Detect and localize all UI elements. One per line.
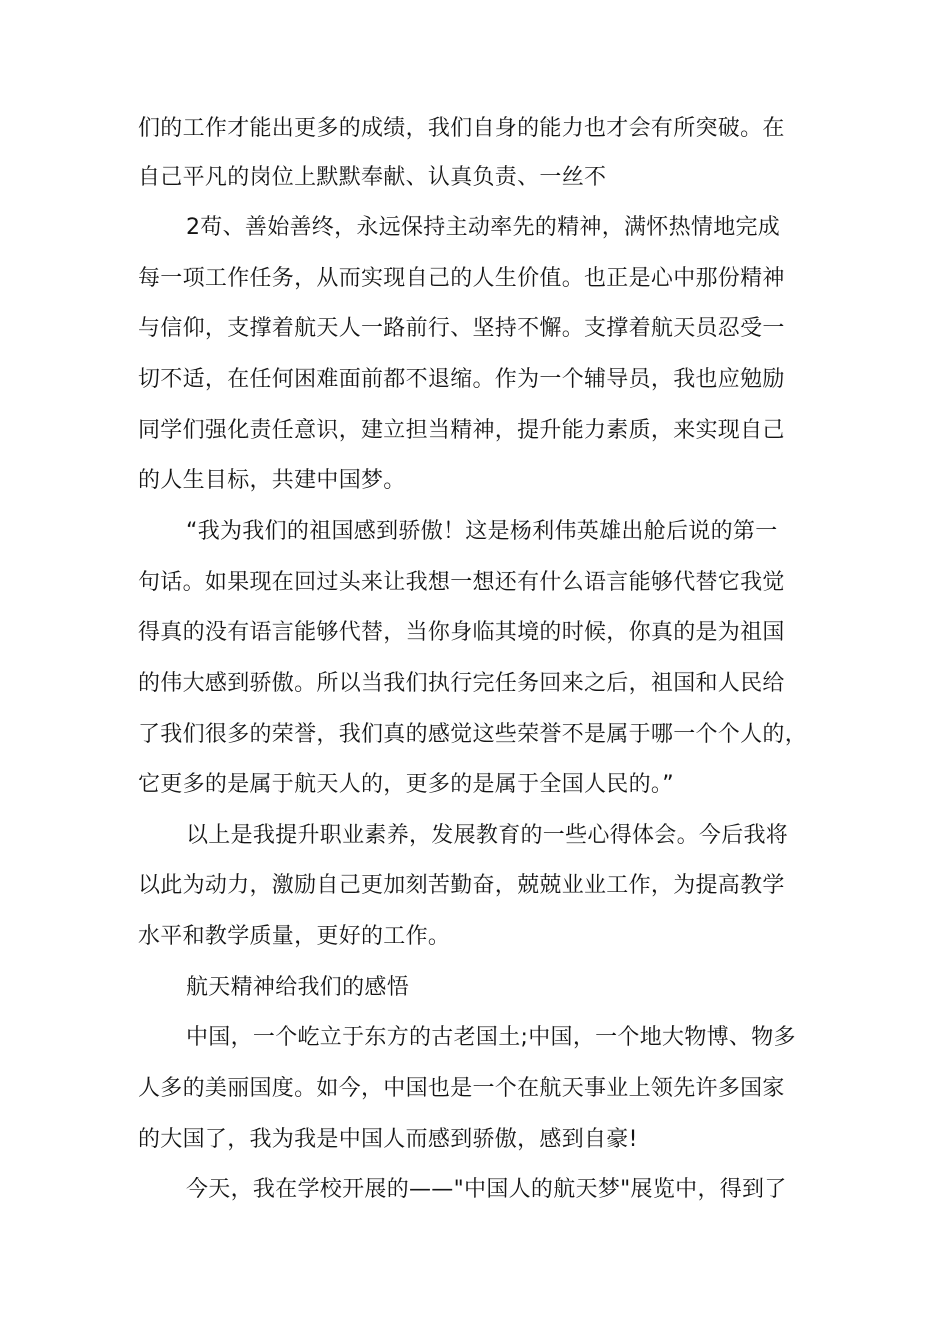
text-line: 得真的没有语言能够代替，当你身临其境的时候，你真的是为祖国 (138, 620, 785, 645)
text-line: 水平和教学质量，更好的工作。 (138, 924, 451, 949)
section-heading: 航天精神给我们的感悟 (186, 975, 410, 1000)
text-line: 2苟、善始善终，永远保持主动率先的精神，满怀热情地完成 (186, 215, 781, 240)
text-line: 的伟大感到骄傲。所以当我们执行完任务回来之后，祖国和人民给 (138, 671, 785, 696)
text-line: 的大国了，我为我是中国人而感到骄傲，感到自豪! (138, 1127, 638, 1152)
text-line: 以上是我提升职业素养，发展教育的一些心得体会。今后我将 (186, 823, 789, 848)
text-line: 切不适，在任何困难面前都不退缩。作为一个辅导员，我也应勉励 (138, 367, 785, 392)
text-line: 以此为动力，激励自己更加刻苦勤奋，兢兢业业工作，为提高教学 (138, 873, 785, 898)
text-line: 今天，我在学校开展的——"中国人的航天梦"展览中，得到了 (186, 1177, 787, 1202)
text-line: 同学们强化责任意识，建立担当精神，提升能力素质，来实现自己 (138, 418, 785, 443)
text-line: 每一项工作任务，从而实现自己的人生价值。也正是心中那份精神 (138, 266, 785, 291)
text-line: 与信仰，支撑着航天人一路前行、坚持不懈。支撑着航天员忍受一 (138, 316, 785, 341)
text-line: 它更多的是属于航天人的，更多的是属于全国人民的。” (138, 772, 674, 797)
text-line: 中国，一个屹立于东方的古老国土;中国，一个地大物博、物多 (186, 1025, 796, 1050)
text-line: 了我们很多的荣誉，我们真的感觉这些荣誉不是属于哪一个个人的， (138, 722, 808, 747)
text-line: 的人生目标，共建中国梦。 (138, 468, 406, 493)
text-line: 自己平凡的岗位上默默奉献、认真负责、一丝不 (138, 165, 607, 190)
text-line: 人多的美丽国度。如今，中国也是一个在航天事业上领先许多国家 (138, 1076, 785, 1101)
text-line: “我为我们的祖国感到骄傲！这是杨利伟英雄出舱后说的第一 (186, 519, 778, 544)
text-line: 们的工作才能出更多的成绩，我们自身的能力也才会有所突破。在 (138, 116, 785, 141)
text-line: 句话。如果现在回过头来让我想一想还有什么语言能够代替它我觉 (138, 570, 785, 595)
